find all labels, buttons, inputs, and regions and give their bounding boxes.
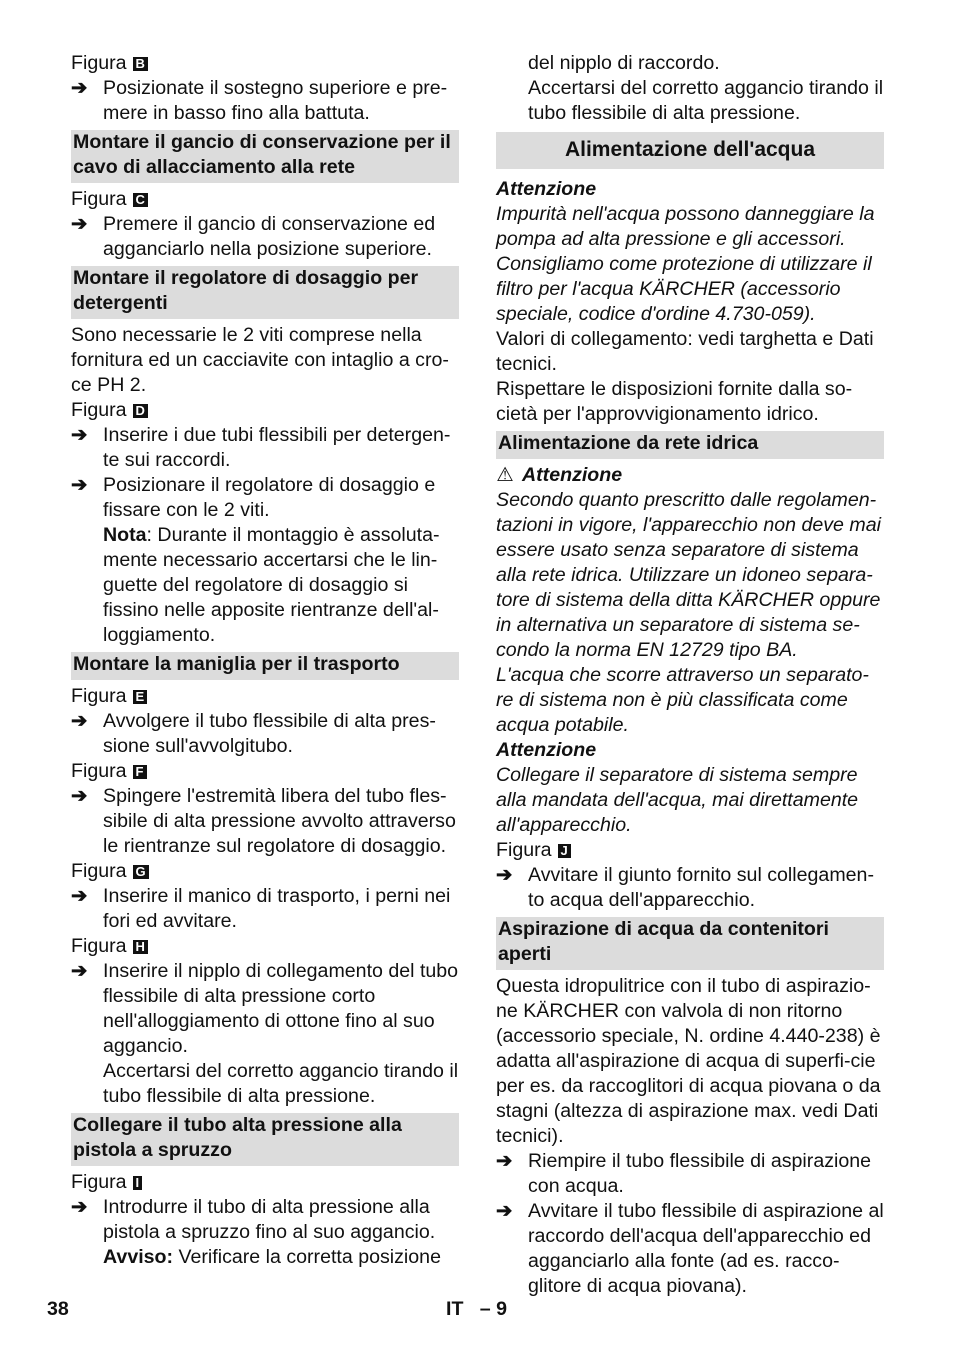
arrow-right-icon: ➔ — [71, 1196, 88, 1218]
attention-label: Attenzione — [496, 178, 597, 200]
figure-ref-g: Figura G — [71, 859, 459, 884]
step-item: ➔ Inserire il nipplo di collegamento del tubo flessibile di alta pressione corto nell'alloggiamento di ottone fino al suo aggancio. Accertarsi del corretto aggancio tirando il tubo flessibile di alta pressione. — [71, 960, 459, 1107]
step-item: ➔ Inserire il manico di trasporto, i perni nei fori ed avvitare. — [71, 885, 451, 932]
figure-ref-c: Figura C — [71, 187, 459, 212]
arrow-right-icon: ➔ — [496, 864, 513, 886]
notice-text: Avviso: Verificare la corretta posizione — [103, 1246, 441, 1268]
attention-label: Attenzione — [496, 739, 597, 761]
step-item: ➔ Avvitare il giunto fornito sul collegamen-to acqua dell'apparecchio. — [496, 864, 874, 911]
section-heading-alimentazione: Alimentazione dell'acqua — [496, 132, 884, 169]
paragraph: Valori di collegamento: vedi targhetta e Dati tecnici. — [496, 328, 874, 375]
figure-ref-f: Figura F — [71, 759, 459, 784]
warning-triangle-icon: ⚠ — [496, 464, 514, 486]
arrow-right-icon: ➔ — [71, 785, 88, 807]
attention-text: Secondo quanto prescritto dalle regolamen-tazioni in vigore, l'apparecchio non deve mai essere usato senza separatore di sistema alla rete idrica. Utilizzare un idoneo separa-tore di sistema della ditta KÄRCHER oppure in alternativa un separatore di sistema se-condo la norma EN 12729 tipo BA. — [496, 489, 881, 661]
step-item: ➔ Riempire il tubo flessibile di aspirazione con acqua. — [496, 1150, 872, 1197]
figure-ref-i: Figura I — [71, 1170, 459, 1195]
attention-text: L'acqua che scorre attraverso un separato-re di sistema non è più classificata come acqua potabile. — [496, 664, 869, 736]
figure-ref-h: Figura H — [71, 934, 459, 959]
section-heading-aspirazione: Aspirazione di acqua da contenitori aperti — [496, 917, 884, 970]
attention-text: Collegare il separatore di sistema sempre alla mandata dell'acqua, mai direttamente all'apparecchio. — [496, 764, 859, 836]
figure-ref-e: Figura E — [71, 684, 459, 709]
arrow-right-icon: ➔ — [496, 1200, 513, 1222]
step-item: ➔ Inserire i due tubi flessibili per detergen-te sui raccordi. — [71, 424, 451, 471]
arrow-right-icon: ➔ — [71, 77, 88, 99]
step-item: ➔ Avvolgere il tubo flessibile di alta pres-sione sull'avvolgitubo. — [71, 710, 436, 757]
step-item: ➔ Introdurre il tubo di alta pressione alla pistola a spruzzo fino al suo aggancio. Avviso: Verificare la corretta posizione — [71, 1195, 459, 1270]
section-heading-gancio: Montare il gancio di conservazione per il cavo di allacciamento alla rete — [71, 130, 459, 183]
arrow-right-icon: ➔ — [71, 885, 88, 907]
page-number: 38 — [47, 1298, 69, 1320]
arrow-right-icon: ➔ — [496, 1150, 513, 1172]
figure-ref-b: Figura B — [71, 51, 459, 76]
arrow-right-icon: ➔ — [71, 710, 88, 732]
continued-step: del nipplo di raccordo. Accertarsi del corretto aggancio tirando il tubo flessibile di alta pressione. — [528, 52, 884, 124]
arrow-right-icon: ➔ — [71, 474, 88, 496]
figure-ref-d: Figura D — [71, 398, 459, 423]
attention-label: ⚠ Attenzione — [496, 464, 623, 486]
step-item: ➔ Avvitare il tubo flessibile di aspirazione al raccordo dell'acqua dell'apparecchio ed agganciarlo alla fonte (ad es. racco-glitore di acqua piovana). — [496, 1200, 884, 1297]
section-heading-dosaggio: Montare il regolatore di dosaggio per detergenti — [71, 266, 459, 319]
paragraph: Sono necessarie le 2 viti comprese nella fornitura ed un cacciavite con intaglio a cro-ce PH 2. — [71, 324, 449, 396]
arrow-right-icon: ➔ — [71, 960, 88, 982]
arrow-right-icon: ➔ — [71, 424, 88, 446]
right-column — [496, 51, 884, 1299]
paragraph: Questa idropulitrice con il tubo di aspirazio-ne KÄRCHER con valvola di non ritorno (accessorio speciale, N. ordine 4.440-238) è adatta all'aspirazione di acqua di superfi-cie per es. da raccoglitori di acqua piovana o da stagni (altezza di aspirazione max. vedi Dati tecnici). — [496, 975, 881, 1147]
section-heading-maniglia: Montare la maniglia per il trasporto — [71, 652, 459, 680]
step-item: ➔ Posizionate il sostegno superiore e pre-mere in basso fino alla battuta. — [71, 77, 448, 124]
step-note: Accertarsi del corretto aggancio tirando il tubo flessibile di alta pressione. — [103, 1060, 459, 1107]
attention-text: Impurità nell'acqua possono danneggiare la pompa ad alta pressione e gli accessori. Consigliamo come protezione di utilizzare il filtro per l'acqua KÄRCHER (accessorio speciale, codice d'ordine 4.730-059). — [496, 203, 875, 325]
section-heading-tubo: Collegare il tubo alta pressione alla pistola a spruzzo — [71, 1113, 459, 1166]
step-item: ➔ Spingere l'estremità libera del tubo fles-sibile di alta pressione avvolto attraverso le rientranze sul regolatore di dosaggio. — [71, 785, 456, 857]
note-text: Nota: Durante il montaggio è assoluta-mente necessario accertarsi che le lin-guette del regolatore di dosaggio si fissino nelle apposite rientranze dell'al-loggiamento. — [103, 524, 440, 646]
section-heading-rete: Alimentazione da rete idrica — [496, 431, 884, 459]
step-item: ➔ Posizionare il regolatore di dosaggio e fissare con le 2 viti. Nota: Durante il montaggio è assoluta-mente necessario accertarsi che le lin-guette del regolatore di dosaggio si fissino nelle apposite rientranze dell'al-loggiamento. — [71, 473, 459, 648]
left-column — [71, 51, 459, 1270]
step-item: ➔ Premere il gancio di conservazione ed agganciarlo nella posizione superiore. — [71, 213, 436, 260]
page-section: IT – 9 — [446, 1298, 507, 1320]
arrow-right-icon: ➔ — [71, 213, 88, 235]
paragraph: Rispettare le disposizioni fornite dalla so-cietà per l'approvvigionamento idrico. — [496, 378, 853, 425]
figure-ref-j: Figura J — [496, 838, 884, 863]
